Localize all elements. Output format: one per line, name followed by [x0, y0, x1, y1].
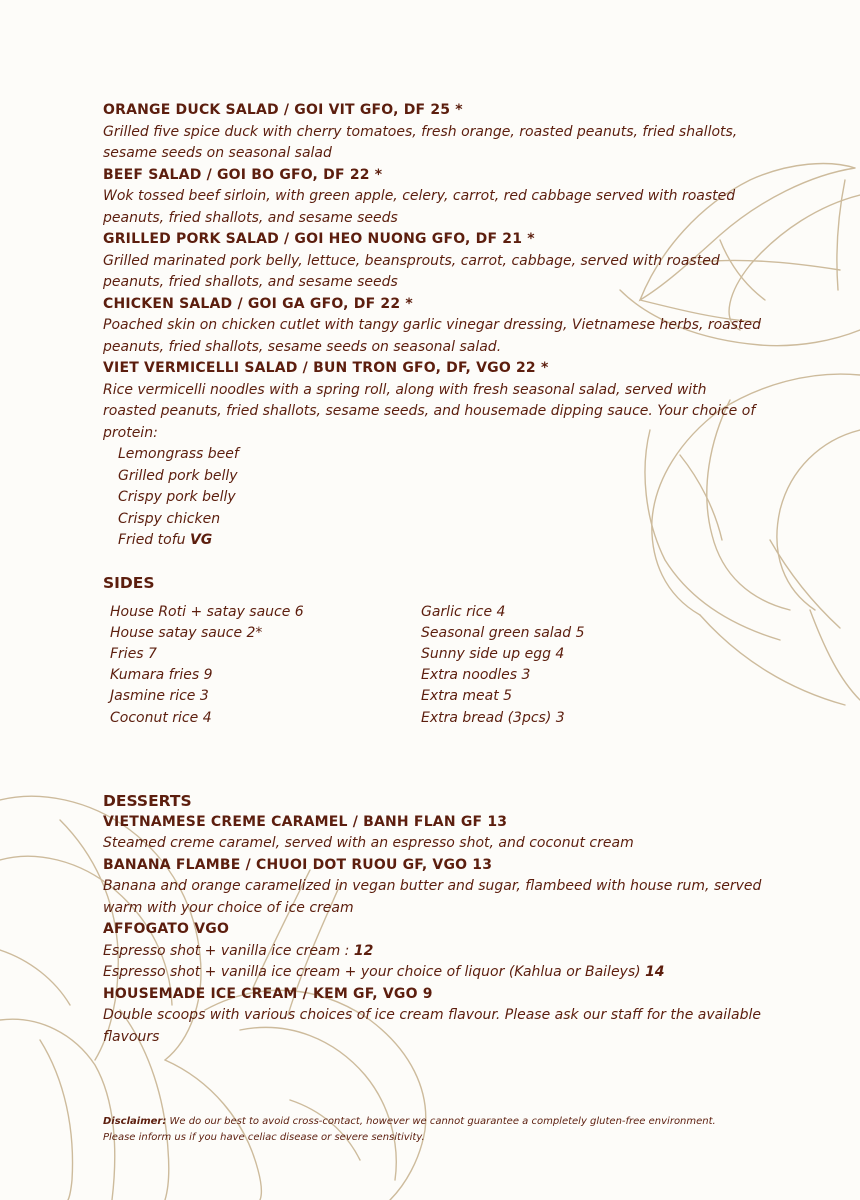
item-title: BANANA FLAMBE / CHUOI DOT RUOU GF, VGO 13 — [103, 856, 493, 873]
menu-item — [103, 919, 763, 984]
menu-item — [103, 165, 763, 230]
side-item: Coconut rice 4 — [110, 709, 212, 726]
item-description: Grilled five spice duck with cherry tomatoes, fresh orange, roasted peanuts, fried shallots, sesame seeds on seasonal salad — [103, 123, 738, 161]
item-description: Double scoops with various choices of ice cream flavour. Please ask our staff for the available flavours — [103, 1007, 761, 1045]
item-description: Steamed creme caramel, served with an espresso shot, and coconut cream — [103, 835, 634, 852]
side-item: Garlic rice 4 — [421, 603, 506, 620]
item-title: AFFOGATO VGO — [103, 921, 230, 938]
menu-item — [103, 100, 763, 165]
option-text: Espresso shot + vanilla ice cream : — [103, 942, 354, 959]
item-description: Grilled marinated pork belly, lettuce, beansprouts, carrot, cabbage, served with roasted peanuts, fried shallots, and sesame seeds — [103, 252, 720, 290]
item-title: ORANGE DUCK SALAD / GOI VIT GFO, DF 25 * — [103, 102, 463, 118]
side-item: Kumara fries 9 — [110, 667, 213, 684]
item-description: Rice vermicelli noodles with a spring roll, along with fresh seasonal salad, served with roasted peanuts, fried shallots, sesame seeds, and housemade dipping sauce. Your choice of protein: — [103, 381, 756, 441]
menu-item — [103, 855, 763, 920]
protein-option-label: Fried tofu — [118, 532, 186, 548]
option-text: Espresso shot + vanilla ice cream + your choice of liquor (Kahlua or Baileys) — [103, 964, 646, 981]
option-price: 12 — [353, 942, 374, 959]
item-option-line — [103, 962, 763, 984]
protein-option: Grilled pork belly — [118, 467, 238, 484]
protein-options — [103, 444, 763, 552]
item-option-line — [103, 941, 763, 963]
menu-item — [103, 812, 763, 855]
item-description: Poached skin on chicken cutlet with tangy garlic vinegar dressing, Vietnamese herbs, roasted peanuts, fried shallots, sesame seeds on seasonal salad. — [103, 317, 762, 355]
option-price: 14 — [645, 964, 665, 981]
disclaimer-text: We do our best to avoid cross-contact, however we cannot guarantee a completely gluten-free environment. Please inform us if you have celiac disease or severe sensitivity. — [103, 1116, 716, 1143]
sides-heading: SIDES — [103, 573, 155, 592]
item-title: BEEF SALAD / GOI BO GFO, DF 22 * — [103, 166, 383, 183]
side-item: Extra noodles 3 — [421, 667, 531, 684]
side-item: Fries 7 — [110, 645, 157, 662]
menu-item — [103, 984, 763, 1049]
menu-content — [103, 100, 763, 1048]
disclaimer-label: Disclaimer: — [103, 1116, 167, 1127]
protein-option: Lemongrass beef — [118, 446, 239, 462]
menu-item — [103, 358, 763, 552]
sides-column-left — [103, 602, 421, 729]
item-title: HOUSEMADE ICE CREAM / KEM GF, VGO 9 — [103, 985, 433, 1002]
desserts-heading: DESSERTS — [103, 791, 192, 810]
sides-list — [103, 602, 763, 729]
side-item: House Roti + satay sauce 6 — [110, 603, 304, 620]
item-title: VIET VERMICELLI SALAD / BUN TRON GFO, DF, VGO 22 * — [103, 360, 549, 376]
side-item: Jasmine rice 3 — [110, 688, 209, 705]
side-item: Extra bread (3pcs) 3 — [421, 709, 565, 726]
protein-option: Crispy pork belly — [118, 489, 236, 505]
dietary-tag: VG — [189, 532, 213, 548]
protein-option — [103, 530, 763, 552]
side-item: Seasonal green salad 5 — [421, 624, 585, 641]
item-description: Wok tossed beef sirloin, with green apple, celery, carrot, red cabbage served with roasted peanuts, fried shallots, and sesame seeds — [103, 188, 736, 226]
side-item: Extra meat 5 — [421, 688, 513, 705]
side-item: Sunny side up egg 4 — [421, 645, 565, 662]
item-title: VIETNAMESE CREME CARAMEL / BANH FLAN GF 13 — [103, 813, 508, 830]
sides-column-right — [421, 602, 585, 729]
item-title: GRILLED PORK SALAD / GOI HEO NUONG GFO, DF 21 * — [103, 231, 535, 247]
menu-item — [103, 294, 763, 359]
protein-option: Crispy chicken — [118, 510, 221, 527]
menu-item — [103, 229, 763, 294]
side-item: House satay sauce 2* — [110, 624, 263, 641]
item-title: CHICKEN SALAD / GOI GA GFO, DF 22 * — [103, 295, 413, 312]
item-description: Banana and orange caramelized in vegan butter and sugar, flambeed with house rum, served warm with your choice of ice cream — [103, 878, 762, 916]
disclaimer — [103, 1114, 743, 1146]
